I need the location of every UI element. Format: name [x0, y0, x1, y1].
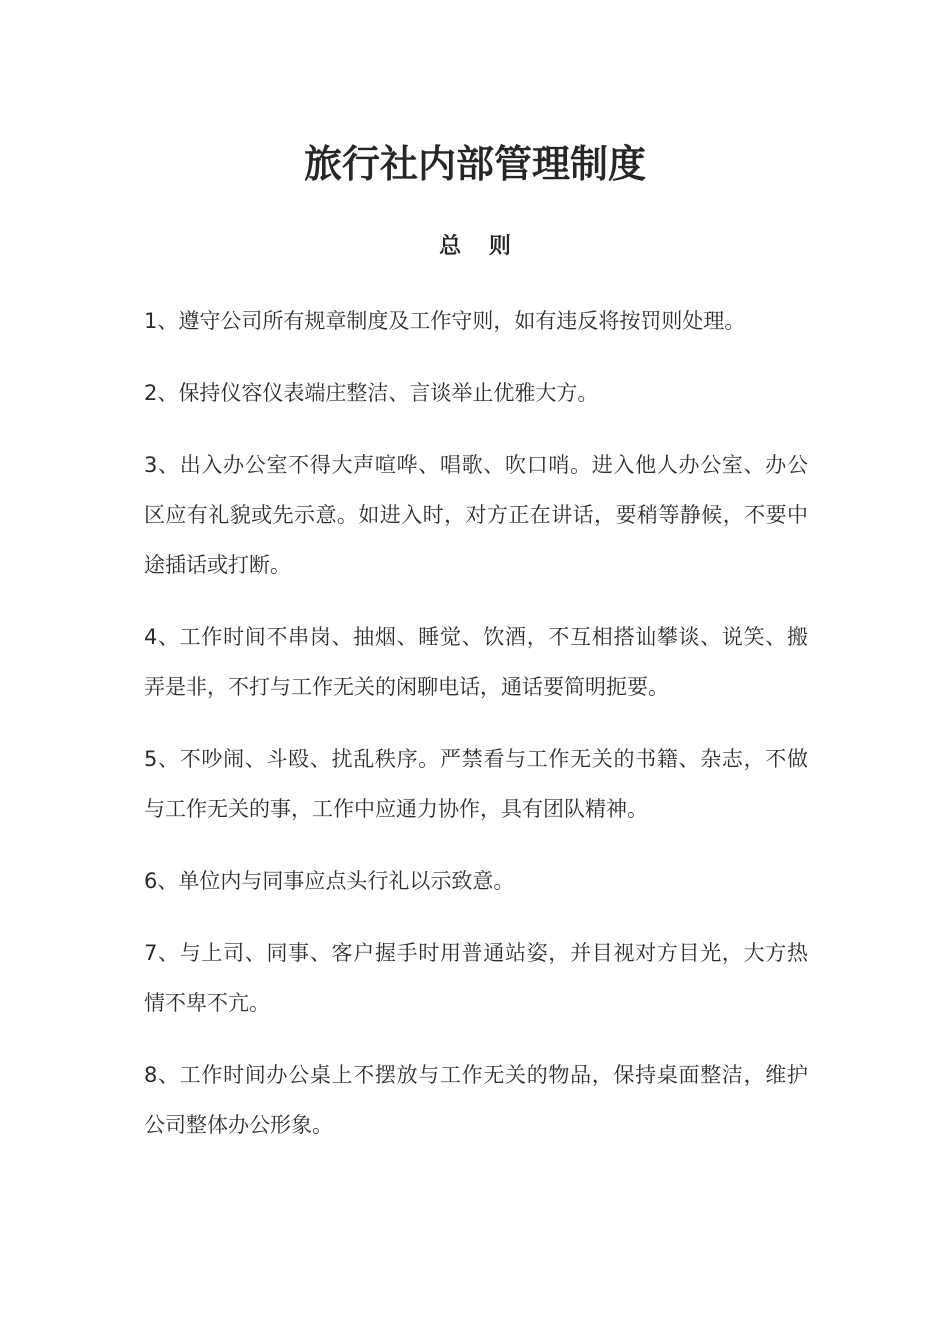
rule-item-1: 1、遵守公司所有规章制度及工作守则，如有违反将按罚则处理。: [144, 309, 746, 333]
rule-item-2: 2、保持仪容仪表端庄整洁、言谈举止优雅大方。: [144, 381, 599, 405]
rule-item-4: 4、工作时间不串岗、抽烟、睡觉、饮酒，不互相搭讪攀谈、说笑、搬弄是非，不打与工作无关的闲聊电话，通话要简明扼要。: [144, 625, 808, 699]
rule-item-5: 5、不吵闹、斗殴、扰乱秩序。严禁看与工作无关的书籍、杂志，不做与工作无关的事，工作中应通力协作，具有团队精神。: [144, 747, 808, 821]
rules-list: [144, 296, 808, 1150]
document-title: 旅行社内部管理制度: [303, 142, 646, 186]
rule-item-7: 7、与上司、同事、客户握手时用普通站姿，并目视对方目光，大方热情不卑不亢。: [144, 941, 808, 1015]
rule-item-6: 6、单位内与同事应点头行礼以示致意。: [144, 869, 515, 893]
rule-item-3: 3、出入办公室不得大声喧哗、唱歌、吹口哨。进入他人办公室、办公区应有礼貌或先示意。如进入时，对方正在讲话，要稍等静候，不要中途插话或打断。: [144, 453, 808, 577]
section-heading: 总 则: [439, 234, 521, 259]
rule-item-8: 8、工作时间办公桌上不摆放与工作无关的物品，保持桌面整洁，维护公司整体办公形象。: [144, 1063, 808, 1137]
